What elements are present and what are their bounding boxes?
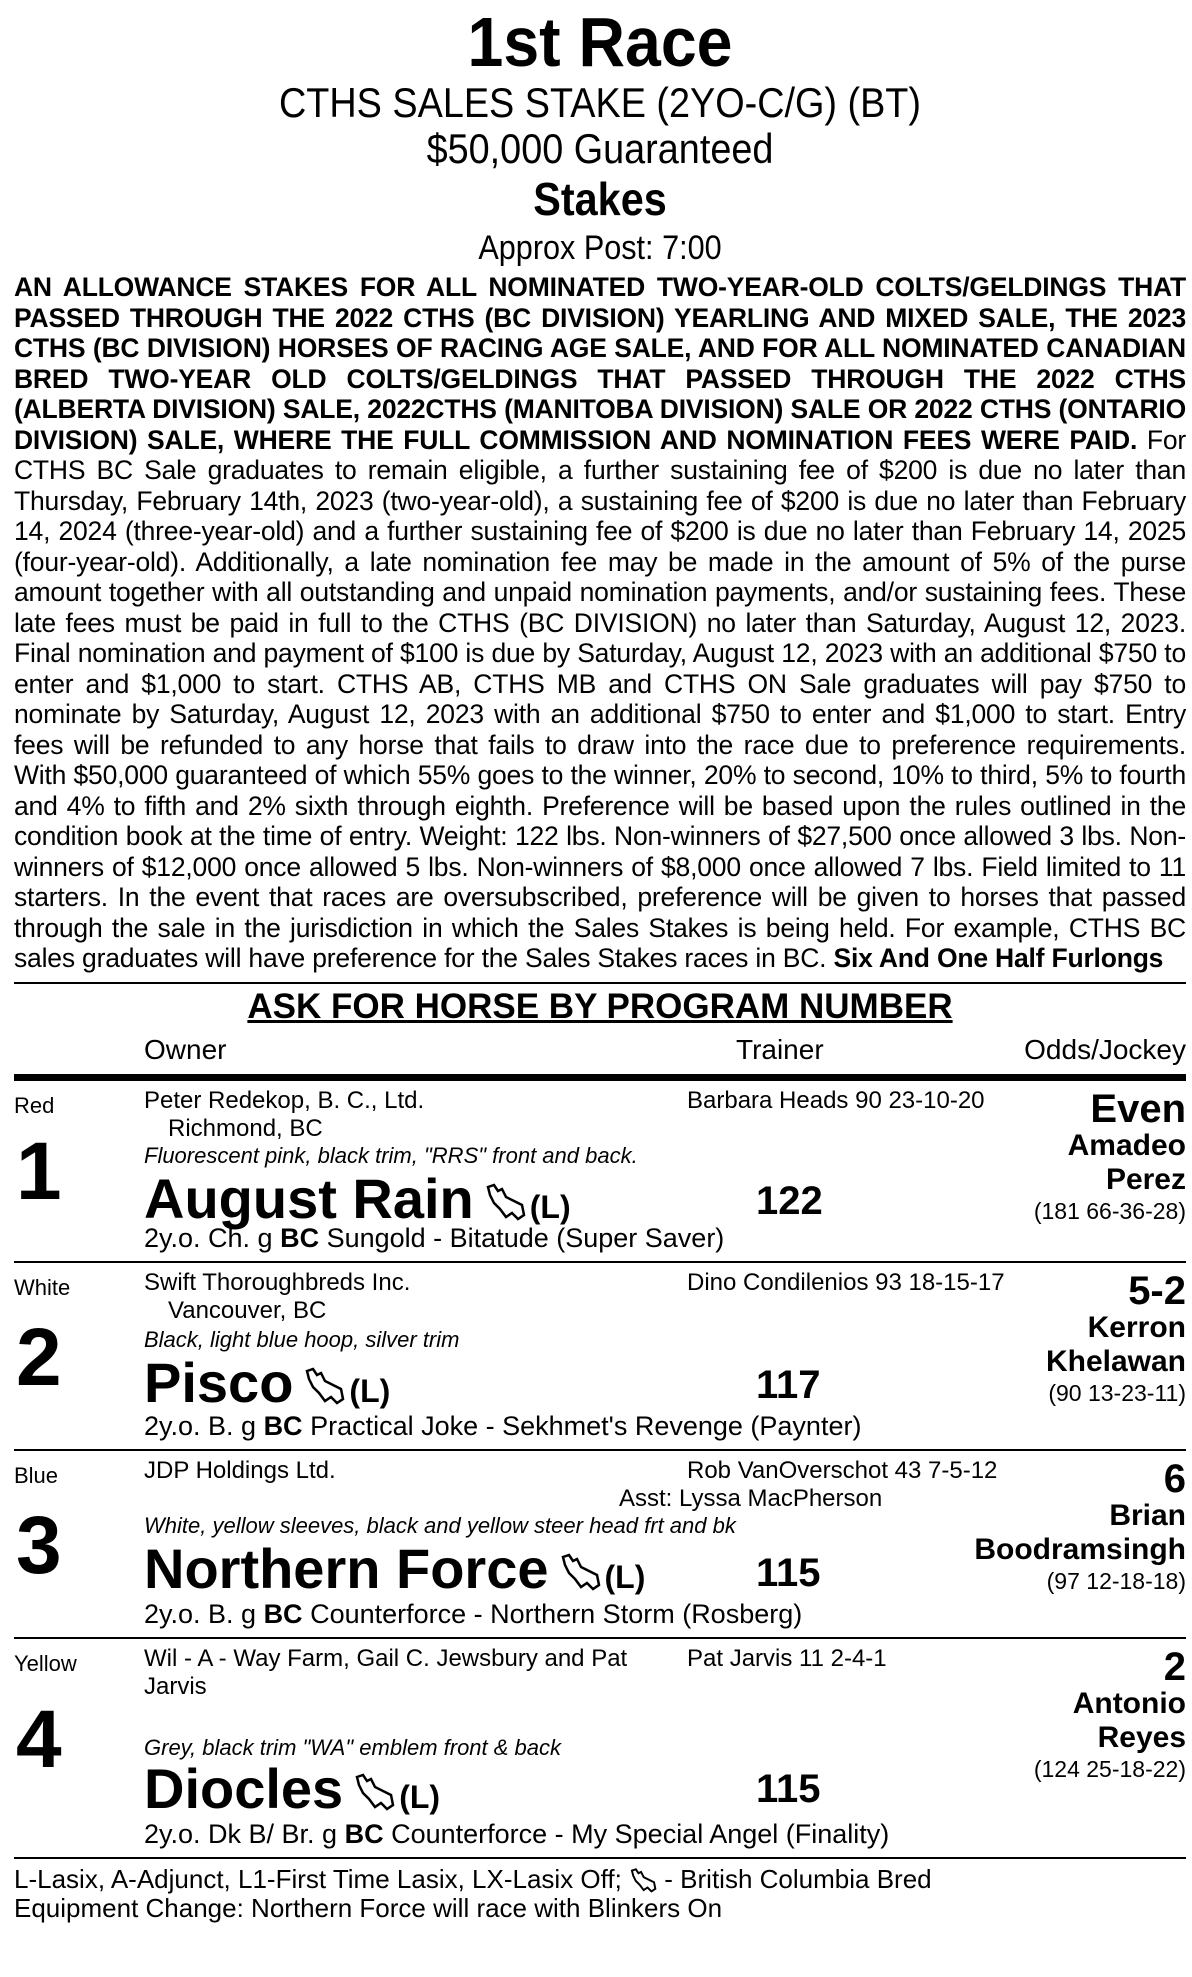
jockey-last-name: Perez xyxy=(1105,1162,1186,1196)
saddle-cloth-color: White xyxy=(14,1274,71,1300)
jockey-first-name: Amadeo xyxy=(1067,1128,1186,1162)
program-number: 4 xyxy=(16,1693,62,1785)
entry-row xyxy=(14,1451,1186,1639)
horse-name xyxy=(144,1536,646,1607)
breeding-pre: 2y.o. Dk B/ Br. g xyxy=(144,1818,345,1849)
weight: 117 xyxy=(756,1362,821,1407)
odds-jockey xyxy=(1033,1644,1186,1783)
trainer-name: Rob VanOverschot 43 7-5-12 xyxy=(687,1456,998,1484)
owner xyxy=(144,1269,664,1325)
race-title: 1st Race xyxy=(467,3,733,81)
breeding-pedigree: Practical Joke - Sekhmet's Revenge (Paynter) xyxy=(302,1410,862,1441)
silks: White, yellow sleeves, black and yellow steer head frt and bk xyxy=(144,1512,736,1538)
odds-jockey xyxy=(974,1456,1186,1595)
equipment-change: Equipment Change: Northern Force will race with Blinkers On xyxy=(14,1892,723,1923)
odds-jockey xyxy=(1033,1086,1186,1225)
weight: 115 xyxy=(756,1766,821,1811)
bc-bred-tag: BC xyxy=(263,1410,303,1441)
morning-line-odds: 6 xyxy=(1163,1456,1186,1501)
weight: 115 xyxy=(756,1550,821,1595)
breeding xyxy=(144,1599,802,1630)
bc-bred-tag: BC xyxy=(263,1598,303,1629)
silks: Black, light blue hoop, silver trim xyxy=(144,1326,460,1352)
owner-name: Wil - A - Way Farm, Gail C. Jewsbury and Pat Jarvis xyxy=(144,1644,628,1700)
silks: Grey, black trim "WA" emblem front & back xyxy=(144,1734,562,1760)
horse-name-text: Northern Force xyxy=(144,1536,549,1600)
lasix-indicator: (L) xyxy=(529,1188,571,1225)
bc-bred-tag: BC xyxy=(280,1222,320,1253)
owner xyxy=(144,1457,664,1485)
race-distance: Six And One Half Furlongs xyxy=(833,943,1164,973)
breeding-pedigree: Counterforce - My Special Angel (Finality) xyxy=(383,1818,890,1849)
jockey-first-name: Kerron xyxy=(1087,1310,1186,1344)
race-conditions xyxy=(14,272,1186,974)
lasix-indicator: (L) xyxy=(399,1778,441,1815)
owner-name: JDP Holdings Ltd. xyxy=(144,1456,336,1484)
owner-column-header: Owner xyxy=(144,1033,227,1065)
lasix-indicator: (L) xyxy=(604,1558,646,1595)
owner xyxy=(144,1645,654,1701)
morning-line-odds: Even xyxy=(1090,1086,1186,1131)
breeding xyxy=(144,1223,724,1254)
breeding-pedigree: Counterforce - Northern Storm (Rosberg) xyxy=(302,1598,803,1629)
jockey-record: (90 13-23-11) xyxy=(1048,1379,1186,1406)
trainer-column-header: Trainer xyxy=(736,1033,824,1065)
breeding-pre: 2y.o. B. g xyxy=(144,1598,264,1629)
jockey-first-name: Antonio xyxy=(1072,1686,1186,1720)
breeding-pre: 2y.o. B. g xyxy=(144,1410,264,1441)
bc-map-icon xyxy=(353,1773,395,1813)
jockey-first-name: Brian xyxy=(1109,1498,1186,1532)
trainer: Dino Condilenios 93 18-15-17 xyxy=(687,1268,1005,1296)
race-program-page xyxy=(14,4,1186,1922)
column-headers xyxy=(14,1030,1186,1081)
odds-jockey xyxy=(1045,1268,1186,1407)
morning-line-odds: 2 xyxy=(1163,1644,1186,1689)
purse: $50,000 Guaranteed xyxy=(426,125,774,172)
bc-map-icon xyxy=(629,1868,657,1894)
legend-text: L-Lasix, A-Adjunct, L1-First Time Lasix, LX-Lasix Off; xyxy=(14,1863,630,1894)
odds-column-header: Odds/Jockey xyxy=(1024,1033,1186,1065)
bc-map-icon xyxy=(559,1553,601,1593)
owner-city: Vancouver, BC xyxy=(168,1296,327,1324)
weight: 122 xyxy=(756,1178,823,1223)
entry-row xyxy=(14,1081,1186,1263)
owner-name: Peter Redekop, B. C., Ltd. xyxy=(144,1086,425,1114)
trainer: Pat Jarvis 11 2-4-1 xyxy=(687,1644,887,1672)
lasix-indicator: (L) xyxy=(349,1372,391,1409)
assistant-trainer: Asst: Lyssa MacPherson xyxy=(619,1484,883,1512)
horse-name-text: August Rain xyxy=(144,1166,474,1230)
breeding-pre: 2y.o. Ch. g xyxy=(144,1222,281,1253)
legend xyxy=(14,1865,1186,1894)
horse-name-text: Diocles xyxy=(144,1756,344,1820)
program-number: 3 xyxy=(16,1499,62,1591)
horse-name-text: Pisco xyxy=(144,1350,294,1414)
ask-banner: ASK FOR HORSE BY PROGRAM NUMBER xyxy=(14,982,1186,1030)
jockey-record: (97 12-18-18) xyxy=(1046,1567,1186,1594)
owner-city: Richmond, BC xyxy=(168,1114,323,1142)
breeding xyxy=(144,1819,889,1850)
saddle-cloth-color: Red xyxy=(14,1092,55,1118)
jockey-record: (181 66-36-28) xyxy=(1033,1197,1186,1224)
post-time: Approx Post: 7:00 xyxy=(478,229,722,267)
bc-map-icon xyxy=(484,1183,526,1223)
owner-name: Swift Thoroughbreds Inc. xyxy=(144,1268,411,1296)
entry-row xyxy=(14,1639,1186,1859)
conditions-body: For CTHS BC Sale graduates to remain eligible, a further sustaining fee of $200 is due no later than Thursday, February 14th, 2023 (two-year-old), a sustaining fee of $200 is due no later than February 14, 2024 (three-year-old) and a further sustaining fee of $200 is due no later than February 14, 2025 (four-year-old). Additionally, a late nomination fee may be made in the amount of 5% of the purse amount together with all outstanding and unpaid nomination payments, and/or sustaining fees. These late fees must be paid in full to the CTHS (BC DIVISION) no later than Saturday, August 12, 2023. Final nomination and payment of $100 is due by Saturday, August 12, 2023 with an additional $750 to enter and $1,000 to start. CTHS AB, CTHS MB and CTHS ON Sale graduates will pay $750 to nominate by Saturday, August 12, 2023 with an additional $750 to enter and $1,000 to start. Entry fees will be refunded to any horse that fails to draw into the race due to preference requirements. With $50,000 guaranteed of which 55% goes to the winner, 20% to second, 10% to third, 5% to fourth and 4% to fifth and 2% sixth through eighth. Preference will be based upon the rules outlined in the condition book at the time of entry. Weight: 122 lbs. Non-winners of $27,500 once allowed 3 lbs. Non-winners of $12,000 once allowed 5 lbs. Non-winners of $8,000 once allowed 7 lbs. Field limited to 11 starters. In the event that races are oversubscribed, preference will be given to horses that passed through the sale in the jurisdiction in which the Sales Stakes is being held. For example, CTHS BC sales graduates will have preference for the Sales Stakes races in BC. xyxy=(14,424,1186,973)
race-header xyxy=(14,4,1186,270)
breeding-pedigree: Sungold - Bitatude (Super Saver) xyxy=(319,1222,725,1253)
footer xyxy=(14,1865,1186,1922)
trainer: Barbara Heads 90 23-10-20 xyxy=(687,1086,985,1114)
horse-name xyxy=(144,1756,441,1827)
race-name: CTHS SALES STAKE (2YO-C/G) (BT) xyxy=(278,79,921,126)
saddle-cloth-color: Yellow xyxy=(14,1650,77,1676)
breeding xyxy=(144,1411,861,1442)
program-number: 1 xyxy=(16,1125,62,1217)
bc-bred-tag: BC xyxy=(344,1818,384,1849)
jockey-last-name: Boodramsingh xyxy=(974,1532,1186,1566)
legend-bc-text: - British Columbia Bred xyxy=(657,1863,932,1894)
jockey-last-name: Reyes xyxy=(1097,1720,1186,1754)
silks: Fluorescent pink, black trim, "RRS" front and back. xyxy=(144,1142,638,1168)
bc-map-icon xyxy=(303,1367,345,1407)
program-number: 2 xyxy=(16,1311,62,1403)
morning-line-odds: 5-2 xyxy=(1128,1268,1186,1313)
saddle-cloth-color: Blue xyxy=(14,1462,59,1488)
jockey-record: (124 25-18-22) xyxy=(1033,1755,1186,1782)
entry-row xyxy=(14,1263,1186,1451)
jockey-last-name: Khelawan xyxy=(1045,1344,1186,1378)
owner xyxy=(144,1087,664,1143)
conditions-bold: AN ALLOWANCE STAKES FOR ALL NOMINATED TWO-YEAR-OLD COLTS/GELDINGS THAT PASSED THROUGH THE 2022 CTHS (BC DIVISION) YEARLING AND MIXED SALE, THE 2023 CTHS (BC DIVISION) HORSES OF RACING AGE SALE, AND FOR ALL NOMINATED CANADIAN BRED TWO-YEAR OLD COLTS/GELDINGS THAT PASSED THROUGH THE 2022 CTHS (ALBERTA DIVISION) SALE, 2022CTHS (MANITOBA DIVISION) SALE OR 2022 CTHS (ONTARIO DIVISION) SALE, WHERE THE FULL COMMISSION AND NOMINATION FEES WERE PAID. xyxy=(14,272,1186,455)
race-type: Stakes xyxy=(533,173,667,225)
trainer xyxy=(619,1456,998,1513)
